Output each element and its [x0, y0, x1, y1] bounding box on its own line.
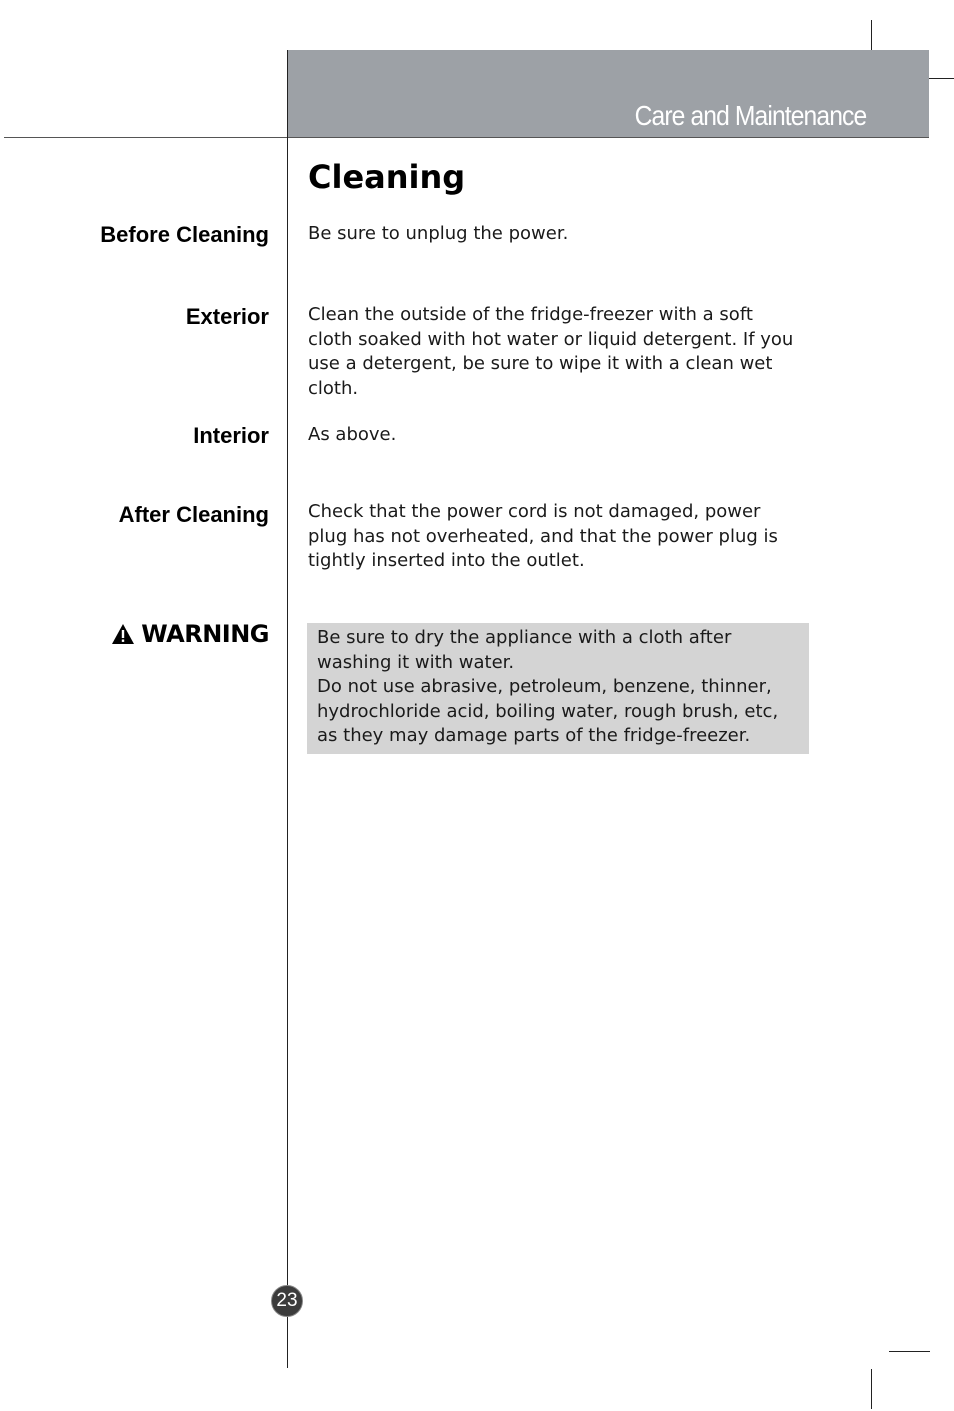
page-number: 23 — [271, 1285, 303, 1317]
text-after-cleaning: Check that the power cord is not damaged, power plug has not overheated, and that the power plug is tightly inserted into the outlet. — [308, 501, 778, 572]
warning-label — [111, 620, 269, 648]
label-interior: Interior — [193, 423, 269, 448]
warning-triangle-icon — [111, 623, 135, 645]
crop-mark-top-vertical — [871, 20, 872, 50]
page-title: Cleaning — [308, 158, 466, 196]
warning-box — [307, 623, 809, 754]
section-title: Care and Maintenance — [634, 100, 866, 131]
warning-label-text: WARNING — [141, 620, 269, 648]
text-exterior: Clean the outside of the fridge-freezer with a soft cloth soaked with hot water or liquid detergent. If you use a detergent, be sure to wipe it with a clean wet cloth. — [308, 304, 794, 399]
label-exterior: Exterior — [185, 304, 269, 329]
label-before-cleaning: Before Cleaning — [100, 222, 269, 247]
header-rule — [4, 137, 929, 138]
warning-line: Be sure to dry the appliance with a cloth after washing it with water. — [317, 627, 732, 673]
text-before-cleaning: Be sure to unplug the power. — [308, 223, 569, 244]
text-interior: As above. — [308, 424, 397, 445]
crop-mark-bottom-vertical — [871, 1369, 872, 1409]
label-after-cleaning: After Cleaning — [118, 502, 269, 527]
crop-mark-bottom-horizontal — [889, 1351, 930, 1352]
column-divider — [287, 50, 288, 1368]
warning-line: Do not use abrasive, petroleum, benzene, thinner, hydrochloride acid, boiling water, rough brush, etc, as they may damage parts of the fridge-freezer. — [317, 676, 779, 747]
